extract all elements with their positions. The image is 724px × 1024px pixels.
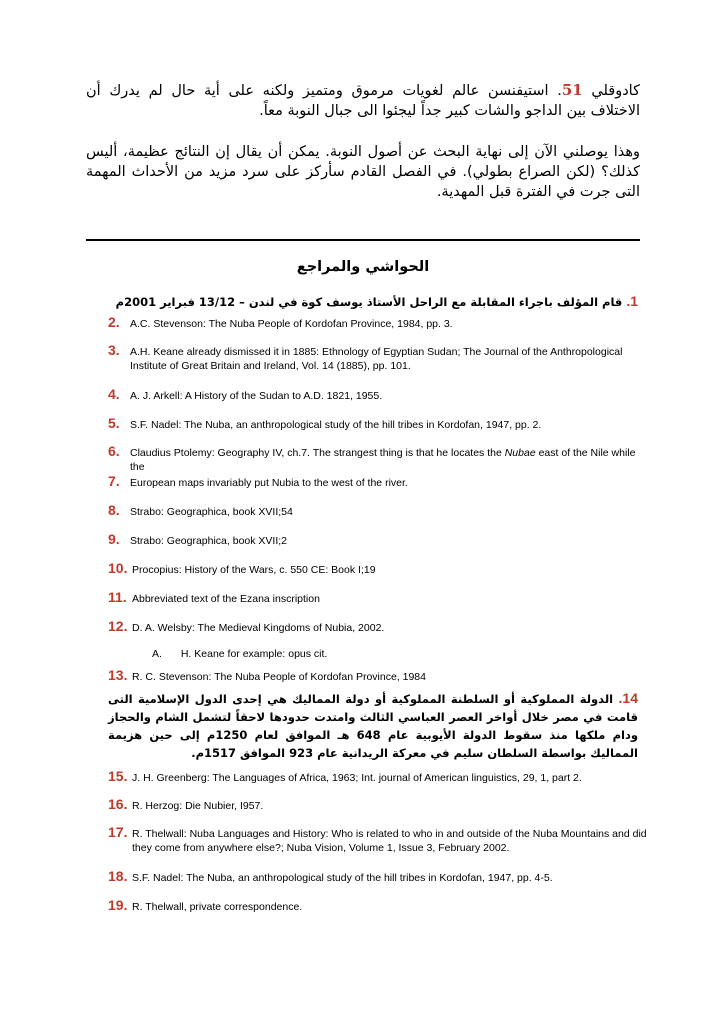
section-divider	[86, 239, 640, 241]
note-number: 17.	[108, 824, 128, 840]
note-19	[108, 897, 648, 914]
note-number: 11.	[108, 589, 127, 605]
note-12	[108, 618, 648, 635]
note-6	[108, 443, 648, 474]
note-4	[108, 386, 648, 403]
note-text: A. J. Arkell: A History of the Sudan to A.D. 1821, 1955.	[130, 390, 383, 402]
note-1	[108, 292, 638, 311]
note-text: قام المؤلف باجراء المقابلة مع الراحل الأستاذ يوسف كوة في لندن – 13/12 فبراير 2001م	[115, 295, 623, 309]
note-text: R. Herzog: Die Nubier, I957.	[132, 800, 264, 812]
note-number: 16.	[108, 796, 128, 812]
note-16	[108, 796, 648, 813]
note-number: 1.	[626, 293, 638, 309]
note-2	[108, 314, 648, 331]
note-text-part: east of the Nile while the	[130, 447, 636, 473]
note-number: 8.	[108, 502, 120, 518]
paragraph-1-lead: كادوقلي	[582, 83, 640, 99]
note-10	[108, 560, 648, 577]
note-number: 9.	[108, 531, 120, 547]
note-number: 6.	[108, 443, 120, 459]
note-number: 12.	[108, 618, 128, 634]
note-text: الدولة المملوكية أو السلطنة المملوكية أو دولة المماليك هي إحدى الدول الإسلامية التى قامت في مصر خلال أواخر العصر العباسي الثالث وامتدت حدودها لاحقاً لتشمل الشام والحجاز ودام ملكها منذ سقوط الدولة الأيوبية عام 648 هـ الموافق لعام 1250م إلى حين هزيمة المماليك بواسطة السلطان سليم في معركة الريدانية عام 923 الموافق 1517م.	[108, 692, 638, 760]
note-text: Strabo: Geographica, book XVII;2	[130, 535, 288, 547]
note-text-part: Claudius Ptolemy: Geography IV, ch.7. The strangest thing is that he locates the	[130, 447, 505, 459]
note-14	[108, 689, 638, 762]
note-3	[108, 342, 648, 373]
note-5	[108, 415, 648, 432]
subitem-label: A.	[152, 648, 162, 660]
note-text: Abbreviated text of the Ezana inscription	[132, 593, 320, 605]
paragraph-1	[86, 80, 640, 121]
subitem-text: H. Keane for example: opus cit.	[180, 648, 328, 660]
note-number: 3.	[108, 342, 120, 358]
note-number: 10.	[108, 560, 128, 576]
note-7	[108, 473, 648, 490]
note-number: 5.	[108, 415, 120, 431]
note-text: S.F. Nadel: The Nuba, an anthropological study of the hill tribes in Kordofan, 1947, pp. 2.	[130, 419, 542, 431]
note-text: D. A. Welsby: The Medieval Kingdoms of Nubia, 2002.	[132, 622, 385, 634]
note-number: 15.	[108, 768, 128, 784]
note-text: R. Thelwall: Nuba Languages and History: Who is related to who in and outside of the Nuba Mountains and did they come from anywhere else?; Nuba Vision, Volume 1, Issue 3, February 2002.	[132, 828, 647, 854]
note-text-italic: Nubae	[504, 447, 536, 459]
note-15	[108, 768, 648, 785]
note-18	[108, 868, 648, 885]
note-text: R. C. Stevenson: The Nuba People of Kordofan Province, 1984	[132, 671, 426, 683]
note-text	[108, 443, 648, 474]
note-number: 18.	[108, 868, 128, 884]
note-text: R. Thelwall, private correspondence.	[132, 901, 303, 913]
note-text: Strabo: Geographica, book XVII;54	[130, 506, 293, 518]
note-number: 7.	[108, 473, 120, 489]
notes-heading: الحواشي والمراجع	[296, 259, 430, 275]
note-text: European maps invariably put Nubia to the west of the river.	[130, 477, 408, 489]
note-number: 2.	[108, 314, 120, 330]
note-11	[108, 589, 648, 606]
note-text: Procopius: History of the Wars, c. 550 CE: Book I;19	[132, 564, 376, 576]
note-17	[108, 824, 648, 855]
paragraph-1-text: . استيفنسن عالم لغويات مرموق ومتميز ولكنه على أية حال لم يدرك أن الاختلاف بين الداجو والشات كبير جداً ليجئوا الى جبال النوبة معاً.	[86, 83, 640, 119]
paragraph-2: وهذا يوصلني الآن إلى نهاية البحث عن أصول النوبة. يمكن أن يقال إن النتائج عظيمة، أليس كذلك؟ (لكن الصراع بطولي). في الفصل القادم سأركز على سرد مزيد من الأحداث المهمة التى جرت في الفترة قبل المهدية.	[86, 144, 640, 200]
note-text: J. H. Greenberg: The Languages of Africa, 1963; Int. journal of American linguistics, 29, 1, part 2.	[132, 772, 582, 784]
note-number: 19.	[108, 897, 128, 913]
footnote-ref-51: 51	[561, 81, 583, 99]
note-12-subitem	[152, 648, 327, 660]
note-text: A.H. Keane already dismissed it in 1885: Ethnology of Egyptian Sudan; The Journal of the Anthropological Institute of Great Britain and Ireland, Vol. 14 (1885), pp. 101.	[130, 346, 623, 372]
note-number: 13.	[108, 667, 128, 683]
note-13	[108, 667, 648, 684]
note-text: S.F. Nadel: The Nuba, an anthropological study of the hill tribes in Kordofan, 1947, pp. 4-5.	[132, 872, 553, 884]
note-8	[108, 502, 648, 519]
note-number: 14.	[618, 690, 638, 706]
note-text: A.C. Stevenson: The Nuba People of Kordofan Province, 1984, pp. 3.	[130, 318, 453, 330]
note-9	[108, 531, 648, 548]
note-number: 4.	[108, 386, 120, 402]
